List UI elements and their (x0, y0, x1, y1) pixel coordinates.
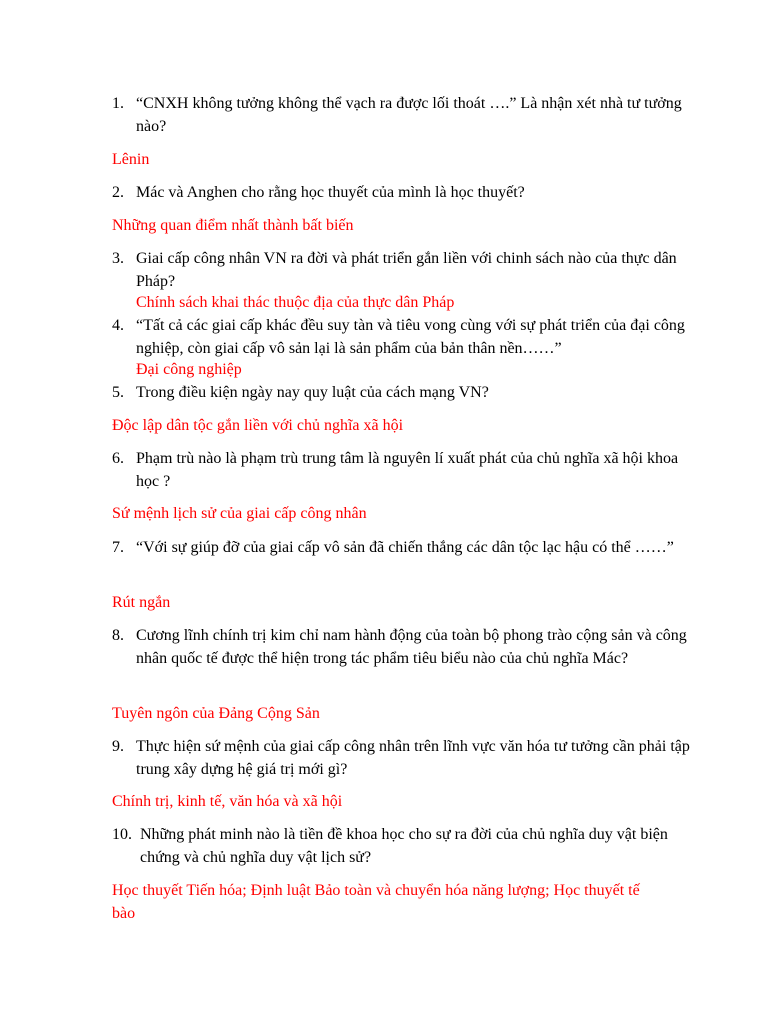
question-number: 6. (112, 450, 124, 467)
question-text: Giai cấp công nhân VN ra đời và phát triển gắn liền với chinh sách nào của thực dân Pháp? (136, 250, 677, 290)
answer-9: Chính trị, kinh tế, văn hóa và xã hội (112, 793, 343, 810)
answer-8: Tuyên ngôn của Đảng Cộng Sản (112, 705, 320, 722)
question-number: 4. (112, 317, 124, 334)
question-1 (112, 92, 692, 138)
question-text: “Với sự giúp đỡ của giai cấp vô sản đã chiến thắng các dân tộc lạc hậu có thể ……” (136, 539, 674, 556)
answer-6: Sứ mệnh lịch sử của giai cấp công nhân (112, 505, 367, 522)
question-number: 7. (112, 539, 124, 556)
question-6 (112, 447, 692, 493)
question-text: Cương lĩnh chính trị kim chỉ nam hành động của toàn bộ phong trào cộng sản và công nhân quốc tế được thể hiện trong tác phẩm tiêu biểu nào của chủ nghĩa Mác? (136, 627, 687, 667)
question-number: 3. (112, 250, 124, 267)
question-3 (112, 247, 692, 293)
answer-5: Độc lập dân tộc gắn liền với chủ nghĩa xã hội (112, 417, 404, 434)
question-8 (112, 624, 692, 670)
answer-10: Học thuyết Tiến hóa; Định luật Bảo toàn và chuyển hóa năng lượng; Học thuyết tế bào (112, 882, 640, 922)
question-text: Những phát minh nào là tiền đề khoa học cho sự ra đời của chủ nghĩa duy vật biện chứng và chủ nghĩa duy vật lịch sử? (140, 826, 668, 866)
question-9 (112, 735, 692, 781)
question-number: 9. (112, 738, 124, 755)
question-text: “CNXH không tưởng không thể vạch ra được lối thoát ….” Là nhận xét nhà tư tưởng nào? (136, 95, 682, 135)
answer-1: Lênin (112, 151, 150, 168)
question-number: 1. (112, 95, 124, 112)
question-10 (112, 823, 692, 869)
question-number: 8. (112, 627, 124, 644)
answer-7: Rút ngắn (112, 594, 171, 611)
answer-4: Đại công nghiệp (136, 361, 242, 378)
answer-3: Chính sách khai thác thuộc địa của thực dân Pháp (136, 294, 455, 311)
question-number: 10. (112, 826, 132, 843)
question-text: Thực hiện sứ mệnh của giai cấp công nhân trên lĩnh vực văn hóa tư tưởng cần phải tập trung xây dựng hệ giá trị mới gì? (136, 738, 690, 778)
question-text: Mác và Anghen cho rằng học thuyết của mình là học thuyết? (136, 184, 525, 201)
question-text: Trong điều kiện ngày nay quy luật của cách mạng VN? (136, 384, 489, 401)
question-number: 2. (112, 184, 124, 201)
question-5 (112, 381, 692, 404)
question-2 (112, 181, 692, 204)
answer-2: Những quan điểm nhất thành bất biến (112, 217, 354, 234)
question-text: “Tất cả các giai cấp khác đều suy tàn và tiêu vong cùng với sự phát triển của đại công nghiệp, còn giai cấp vô sản lại là sản phẩm của bản thân nền……” (136, 317, 685, 357)
question-number: 5. (112, 384, 124, 401)
question-text: Phạm trù nào là phạm trù trung tâm là nguyên lí xuất phát của chủ nghĩa xã hội khoa học ? (136, 450, 679, 490)
question-4 (112, 314, 692, 360)
question-7 (112, 536, 692, 559)
